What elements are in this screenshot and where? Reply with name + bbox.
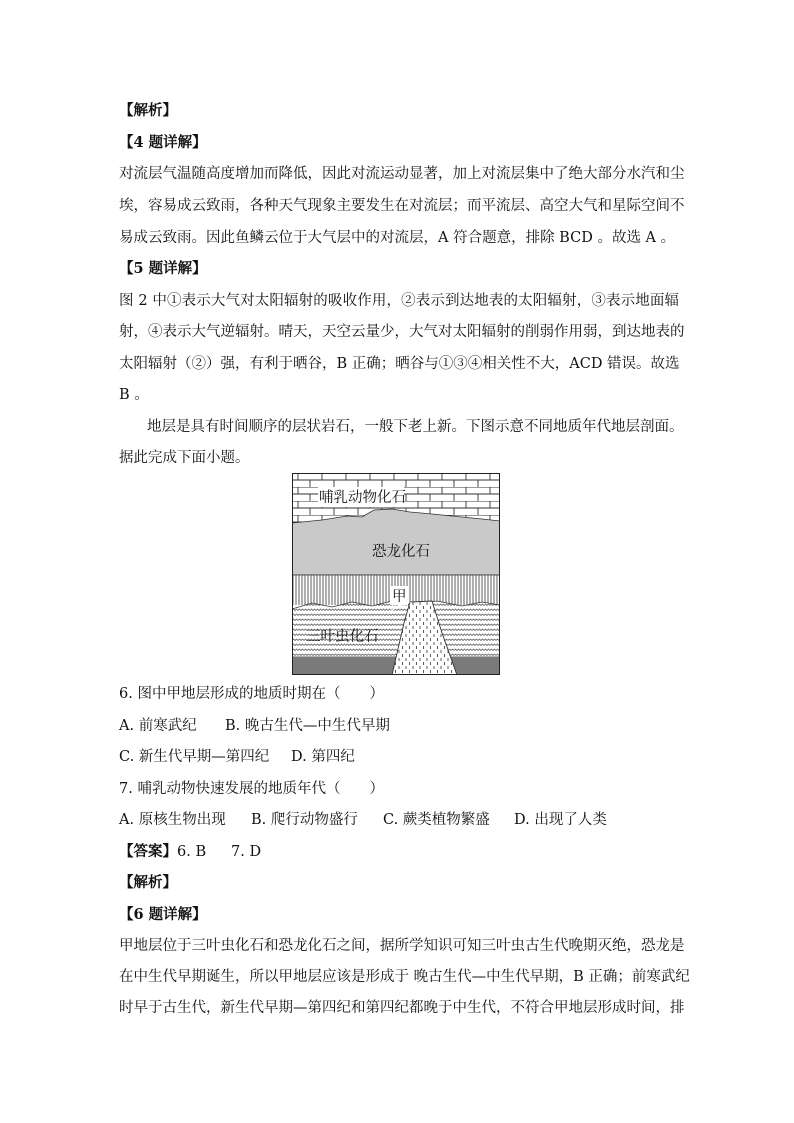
q7-option-d[interactable]: D. 出现了人类 (514, 812, 607, 828)
analysis-heading: 【解析】 (119, 874, 177, 891)
answer-label: 【答案】 (119, 843, 177, 860)
q6-option-c[interactable]: C. 新生代早期—第四纪 (119, 749, 270, 765)
q5-detail-heading: 【5 题详解】 (119, 260, 207, 277)
mammal-fossil-label: 哺乳动物化石 (319, 490, 406, 506)
q6-stem: 6. 图中甲地层形成的地质时期在（ ） (119, 686, 384, 702)
answer-line (119, 842, 679, 862)
q7-option-a[interactable]: A. 原核生物出现 (119, 812, 226, 828)
q7-option-c[interactable]: C. 蕨类植物繁盛 (383, 812, 490, 828)
q6-option-b[interactable]: B. 晚古生代—中生代早期 (225, 718, 390, 734)
q4-text-line: 埃，容易成云致雨，各种天气现象主要发生在对流层；而平流层、高空大气和星际空间不 (119, 198, 685, 214)
strata-profile-figure (292, 473, 500, 675)
q6-text-line: 时早于古生代，新生代早期—第四纪和第四纪都晚于中生代，不符合甲地层形成时间，排 (119, 1000, 685, 1016)
q7-options (119, 810, 679, 830)
analysis-heading: 【解析】 (119, 102, 177, 119)
q5-text-line: 太阳辐射（②）强，有利于晒谷，B 正确；晒谷与①③④相关性不大，ACD 错误。故选 (119, 356, 680, 372)
dinosaur-fossil-label: 恐龙化石 (372, 544, 430, 560)
intro-text-line: 据此完成下面小题。 (119, 450, 250, 466)
q6-option-a[interactable]: A. 前寒武纪 (119, 718, 197, 734)
q5-text-line: B 。 (119, 387, 149, 403)
q4-text-line: 易成云致雨。因此鱼鳞云位于大气层中的对流层，A 符合题意，排除 BCD 。故选 A 。 (119, 230, 676, 246)
q4-detail-heading: 【4 题详解】 (119, 134, 207, 151)
q5-text-line: 图 2 中①表示大气对太阳辐射的吸收作用，②表示到达地表的太阳辐射，③表示地面辐 (119, 293, 679, 309)
q7-option-b[interactable]: B. 爬行动物盛行 (251, 812, 358, 828)
q6-text-line: 在中生代早期诞生，所以甲地层应该是形成于 晚古生代—中生代早期，B 正确；前寒武纪 (119, 969, 690, 985)
q6-options (119, 747, 679, 767)
q6-detail-heading: 【6 题详解】 (119, 906, 207, 923)
q6-option-d[interactable]: D. 第四纪 (291, 749, 355, 765)
intro-text-line: 地层是具有时间顺序的层状岩石，一般下老上新。下图示意不同地质年代地层剖面。 (147, 419, 684, 435)
jia-label: 甲 (392, 589, 407, 605)
q6-text-line: 甲地层位于三叶虫化石和恐龙化石之间，据所学知识可知三叶虫古生代晚期灭绝，恐龙是 (119, 938, 685, 954)
q4-text-line: 对流层气温随高度增加而降低，因此对流运动显著，加上对流层集中了绝大部分水汽和尘 (119, 166, 685, 182)
answer-6: 6. B (177, 844, 207, 860)
answer-7: 7. D (231, 844, 262, 860)
q6-options (119, 716, 679, 736)
trilobite-fossil-label: 三叶虫化石 (306, 629, 379, 645)
q7-stem: 7. 哺乳动物快速发展的地质年代（ ） (119, 781, 384, 797)
q5-text-line: 射，④表示大气逆辐射。晴天，天空云量少，大气对太阳辐射的削弱作用弱，到达地表的 (119, 324, 685, 340)
